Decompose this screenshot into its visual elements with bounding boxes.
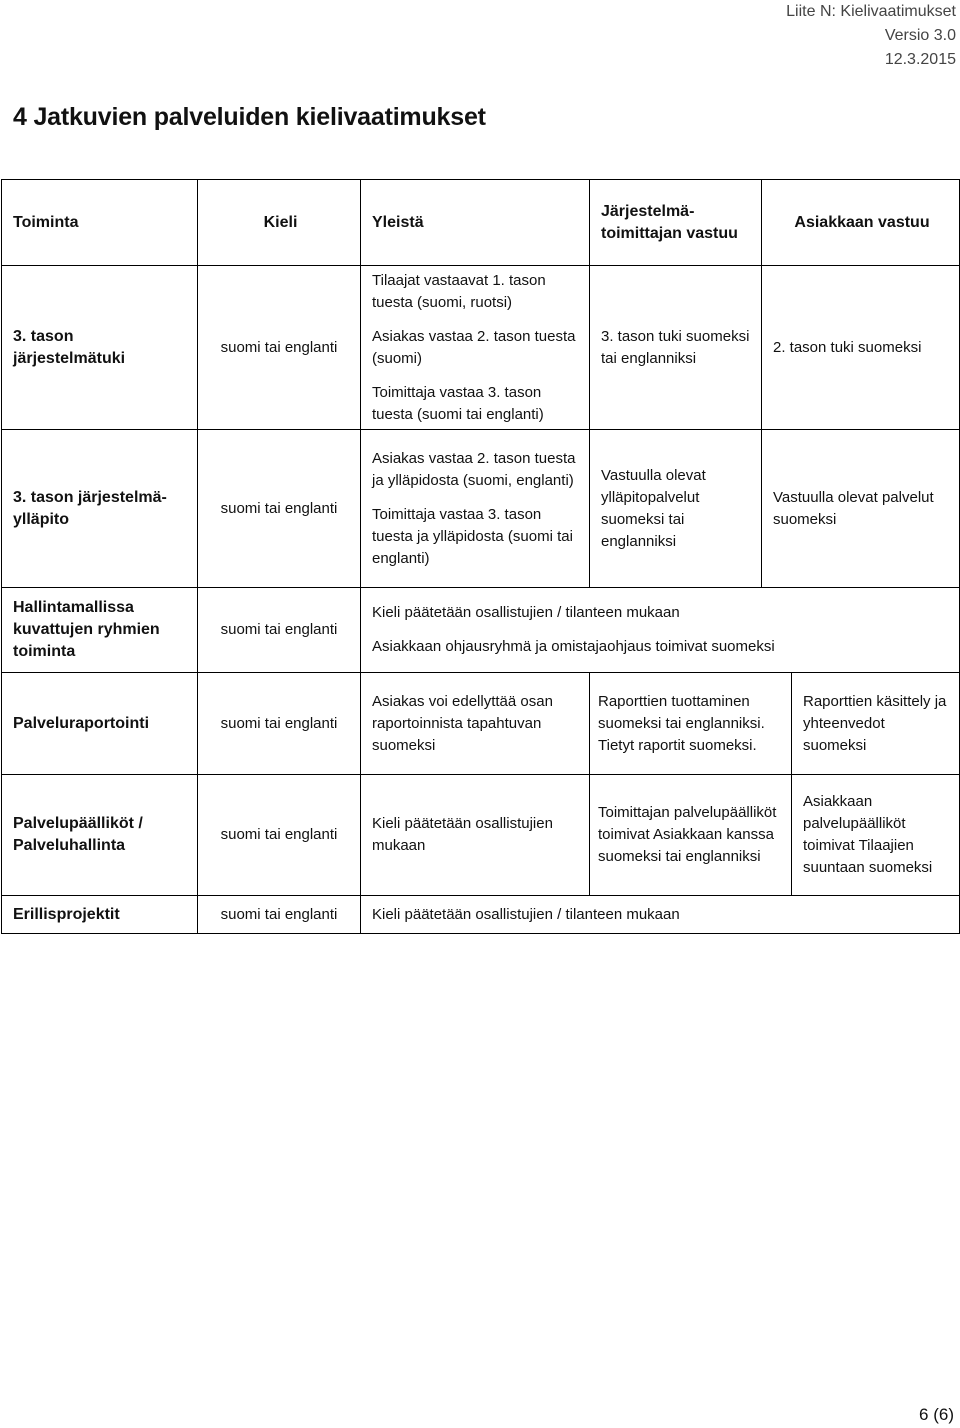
column-header-yleista: Yleistä — [361, 180, 590, 266]
cell-toimittajan-vastuu: Vastuulla olevat ylläpitopalvelut suomeksi tai englanniksi — [590, 430, 762, 588]
section-title: 4 Jatkuvien palveluiden kielivaatimukset — [13, 103, 486, 131]
cell-yleista-line: Asiakas vastaa 2. tason tuesta (suomi) — [372, 327, 576, 367]
cell-yleista-line: Kieli päätetään osallistujien / tilanteen mukaan — [372, 604, 680, 621]
column-header-asiakkaan-vastuu: Asiakkaan vastuu — [762, 180, 960, 266]
header-appendix: Liite N: Kielivaatimukset — [786, 3, 956, 20]
cell-kieli: suomi tai englanti — [198, 266, 361, 430]
page-number: 6 (6) — [919, 1405, 954, 1424]
table-row — [2, 266, 960, 430]
cell-toiminta: Palveluraportointi — [2, 673, 198, 775]
cell-kieli: suomi tai englanti — [198, 588, 361, 673]
cell-yleista-line: Asiakas voi edellyttää osan raportoinnista tapahtuvan suomeksi — [372, 692, 553, 754]
cell-yleista-line: Toimittaja vastaa 3. tason tuesta ja ylläpidosta (suomi tai englanti) — [372, 505, 573, 567]
column-header-toimittajan-vastuu: Järjestelmä-toimittajan vastuu — [590, 180, 762, 266]
cell-toiminta: 3. tason järjestelmätuki — [2, 266, 198, 430]
cell-yleista — [361, 430, 590, 588]
table-row — [2, 673, 960, 775]
cell-yleista — [361, 266, 590, 430]
cell-yleista-merged — [361, 588, 960, 673]
cell-yleista-line: Kieli päätetään osallistujien / tilanteen mukaan — [372, 905, 680, 923]
cell-yleista — [361, 673, 590, 775]
cell-yleista-line: Asiakas vastaa 2. tason tuesta ja ylläpidosta (suomi, englanti) — [372, 449, 576, 489]
cell-toiminta: 3. tason järjestelmä-ylläpito — [2, 430, 198, 588]
header-version: Versio 3.0 — [884, 27, 956, 44]
cell-toiminta: Erillisprojektit — [2, 896, 198, 934]
cell-kieli: suomi tai englanti — [198, 430, 361, 588]
language-requirements-table — [1, 179, 960, 934]
cell-kieli: suomi tai englanti — [198, 896, 361, 934]
cell-kieli: suomi tai englanti — [198, 775, 361, 896]
cell-yleista-line: Toimittaja vastaa 3. tason tuesta (suomi tai englanti) — [372, 383, 544, 423]
cell-kieli: suomi tai englanti — [198, 673, 361, 775]
cell-yleista — [361, 775, 590, 896]
cell-yleista-line: Asiakkaan ohjausryhmä ja omistajaohjaus toimivat suomeksi — [372, 638, 775, 655]
cell-toimittajan-vastuu: 3. tason tuki suomeksi tai englanniksi — [590, 266, 762, 430]
table-row — [2, 896, 960, 934]
cell-toimittajan-vastuu: Toimittajan palvelupäälliköt toimivat Asiakkaan kanssa suomeksi tai englanniksi — [590, 775, 792, 896]
cell-yleista-line: Kieli päätetään osallistujien mukaan — [372, 815, 553, 854]
column-header-toiminta: Toiminta — [2, 180, 198, 266]
column-header-kieli: Kieli — [198, 180, 361, 266]
cell-asiakkaan-vastuu: 2. tason tuki suomeksi — [762, 266, 960, 430]
table-header-row — [2, 180, 960, 266]
table-row — [2, 430, 960, 588]
table-row — [2, 588, 960, 673]
cell-asiakkaan-vastuu: Raporttien käsittely ja yhteenvedot suomeksi — [792, 673, 960, 775]
header-date: 12.3.2015 — [884, 51, 956, 68]
cell-yleista-line: Tilaajat vastaavat 1. tason tuesta (suomi, ruotsi) — [372, 271, 546, 311]
cell-yleista-merged — [361, 896, 960, 934]
cell-asiakkaan-vastuu: Asiakkaan palvelupäälliköt toimivat Tilaajien suuntaan suomeksi — [792, 775, 960, 896]
cell-asiakkaan-vastuu: Vastuulla olevat palvelut suomeksi — [762, 430, 960, 588]
cell-toiminta: Palvelupäälliköt / Palveluhallinta — [2, 775, 198, 896]
cell-toiminta: Hallintamallissa kuvattujen ryhmien toiminta — [2, 588, 198, 673]
table-row — [2, 775, 960, 896]
cell-toimittajan-vastuu: Raporttien tuottaminen suomeksi tai englanniksi. Tietyt raportit suomeksi. — [590, 673, 792, 775]
